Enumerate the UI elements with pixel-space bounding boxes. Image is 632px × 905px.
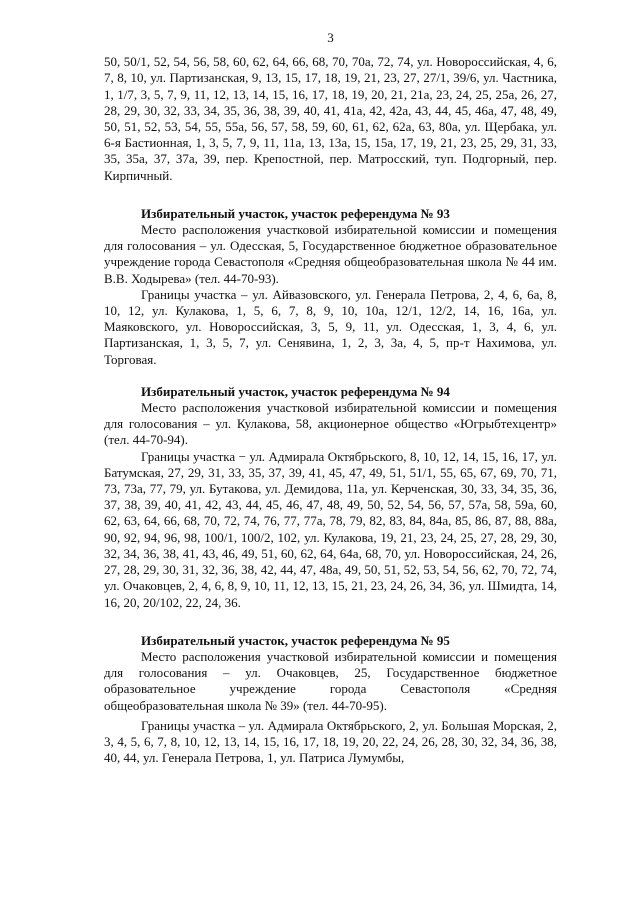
precinct-boundaries-paragraph: Границы участка – ул. Адмирала Октябрьского, 2, ул. Большая Морская, 2, 3, 4, 5, 6, 7, 8, 10, 12, 13, 14, 15, 16, 17, 18, 19, 20, 22, 24, 26, 28, 30, 32, 34, 36, 38, 40, 44, ул. Генерала Петрова, 1, ул. Патриса Лумумбы, bbox=[104, 717, 557, 766]
precinct-section-93 bbox=[104, 206, 557, 368]
document-page bbox=[104, 30, 557, 766]
precinct-heading: Избирательный участок, участок референдума № 95 bbox=[141, 632, 450, 648]
precinct-location-paragraph: Место расположения участковой избирательной комиссии и помещения для голосования – ул. Одесская, 5, Государственное бюджетное образовательное учреждение города Севастополя «Средняя общеобразовательная школа № 44 им. В.В. Ходырева» (тел. 44-70-93). bbox=[104, 222, 557, 286]
section-spacer bbox=[104, 611, 557, 633]
page-number: 3 bbox=[327, 30, 334, 45]
section-spacer bbox=[104, 368, 557, 384]
precinct-location-paragraph: Место расположения участковой избирательной комиссии и помещения для голосования – ул. Кулакова, 58, акционерное общество «Югрыбтехцентр» (тел. 44-70-94). bbox=[104, 400, 557, 448]
precinct-boundaries-paragraph: Границы участка – ул. Айвазовского, ул. Генерала Петрова, 2, 4, 6, 6а, 8, 10, 12, ул. Кулакова, 1, 5, 6, 7, 8, 9, 10, 10а, 12/1, 12/2, 14, 16, 16а, ул. Маяковского, ул. Новороссийская, 3, 5, 9, 11, ул. Одесская, 1, 3, 4, 6, ул. Партизанская, 1, 3, 5, 7, ул. Сенявина, 1, 2, 3, 3а, 4, 5, пр-т Нахимова, ул. Торговая. bbox=[104, 286, 557, 367]
section-spacer bbox=[104, 184, 557, 206]
precinct-section-95 bbox=[104, 633, 557, 767]
precinct-heading: Избирательный участок, участок референдума № 94 bbox=[141, 383, 450, 399]
precinct-location-paragraph: Место расположения участковой избирательной комиссии и помещения для голосования – ул. Очаковцев, 25, Государственное бюджетное образовательное учреждение города Севастополя «Средняя общеобразовательная школа № 39» (тел. 44-70-95). bbox=[104, 648, 557, 713]
precinct-boundaries-paragraph: Границы участка − ул. Адмирала Октябрьского, 8, 10, 12, 14, 15, 16, 17, ул. Батумская, 27, 29, 31, 33, 35, 37, 39, 41, 45, 47, 49, 51, 51/1, 55, 65, 67, 69, 70, 71, 73, 73а, 77, 79, ул. Бутакова, ул. Демидова, 11а, ул. Керченская, 30, 33, 34, 35, 36, 37, 38, 39, 40, 41, 42, 43, 44, 45, 46, 47, 48, 49, 50, 52, 54, 56, 57, 57а, 58, 59а, 60, 62, 63, 64, 66, 68, 70, 72, 74, 76, 77, 77а, 78, 79, 82, 83, 84, 84а, 85, 86, 87, 88, 88а, 90, 92, 94, 96, 98, 100/1, 100/2, 102, ул. Кулакова, 19, 21, 23, 24, 25, 27, 28, 29, 30, 32, 34, 36, 38, 41, 43, 46, 49, 51, 60, 62, 64, 64а, 68, 70, ул. Новороссийская, 24, 26, 27, 28, 29, 30, 31, 32, 36, 38, 42, 44, 47, 48а, 49, 50, 51, 52, 53, 54, 56, 62, 70, 72, 74, ул. Очаковцев, 2, 4, 6, 8, 9, 10, 11, 12, 13, 15, 21, 23, 24, 26, 34, 36, ул. Шмидта, 14, 16, 20, 20/102, 22, 24, 36. bbox=[104, 448, 557, 610]
precinct-section-94 bbox=[104, 384, 557, 611]
intro-continuation-paragraph: 50, 50/1, 52, 54, 56, 58, 60, 62, 64, 66, 68, 70, 70а, 72, 74, ул. Новороссийская, 4, 6, 7, 8, 10, ул. Партизанская, 9, 13, 15, 17, 18, 19, 21, 23, 27, 27/1, 39/6, ул. Частника, 1, 1/7, 3, 5, 7, 9, 11, 12, 13, 14, 15, 16, 17, 18, 19, 20, 21, 21а, 23, 24, 25, 25а, 26, 27, 28, 29, 30, 32, 33, 34, 35, 36, 38, 39, 40, 41, 41а, 42, 42а, 43, 44, 45, 46а, 47, 48, 49, 50, 51, 52, 53, 54, 55, 55а, 56, 57, 58, 59, 60, 61, 62, 62а, 63, 80а, ул. Щербака, ул. 6-я Бастионная, 1, 3, 5, 7, 9, 11, 11а, 13, 13а, 15, 15а, 17, 19, 21, 23, 25, 29, 31, 33, 35, 35а, 37, 37а, 39, пер. Крепостной, пер. Матросский, туп. Подгорный, пер. Кирпичный. bbox=[104, 54, 557, 183]
precinct-heading: Избирательный участок, участок референдума № 93 bbox=[141, 205, 450, 221]
